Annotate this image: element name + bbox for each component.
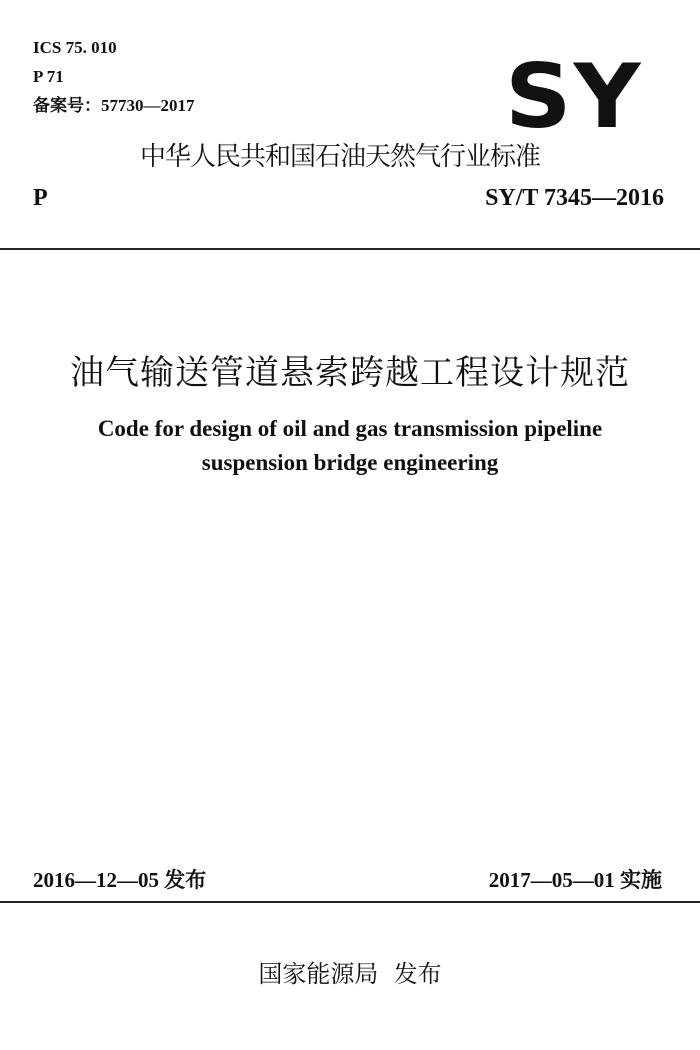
filing-number: 备案号：57730—2017 <box>33 96 195 115</box>
publisher: 国家能源局 发布 <box>258 960 442 988</box>
title-english-line-2: suspension bridge engineering <box>201 450 499 475</box>
standard-number: SY/T 7345—2016 <box>485 185 664 211</box>
title-chinese: 油气输送管道悬索跨越工程设计规范 <box>70 353 630 393</box>
release-date: 2016—12—05 发布 <box>33 868 207 892</box>
ics-code: ICS 75. 010 <box>33 38 117 57</box>
sy-logo: SY <box>505 45 643 148</box>
top-divider <box>0 248 700 250</box>
classification-code: P 71 <box>33 67 64 86</box>
category-letter: P <box>33 185 48 211</box>
issuer-standard-line: 中华人民共和国石油天然气行业标准 <box>140 142 541 172</box>
implementation-date: 2017—05—01 实施 <box>488 868 662 892</box>
title-english-line-1: Code for design of oil and gas transmission pipeline <box>97 416 603 441</box>
bottom-divider <box>0 901 700 903</box>
